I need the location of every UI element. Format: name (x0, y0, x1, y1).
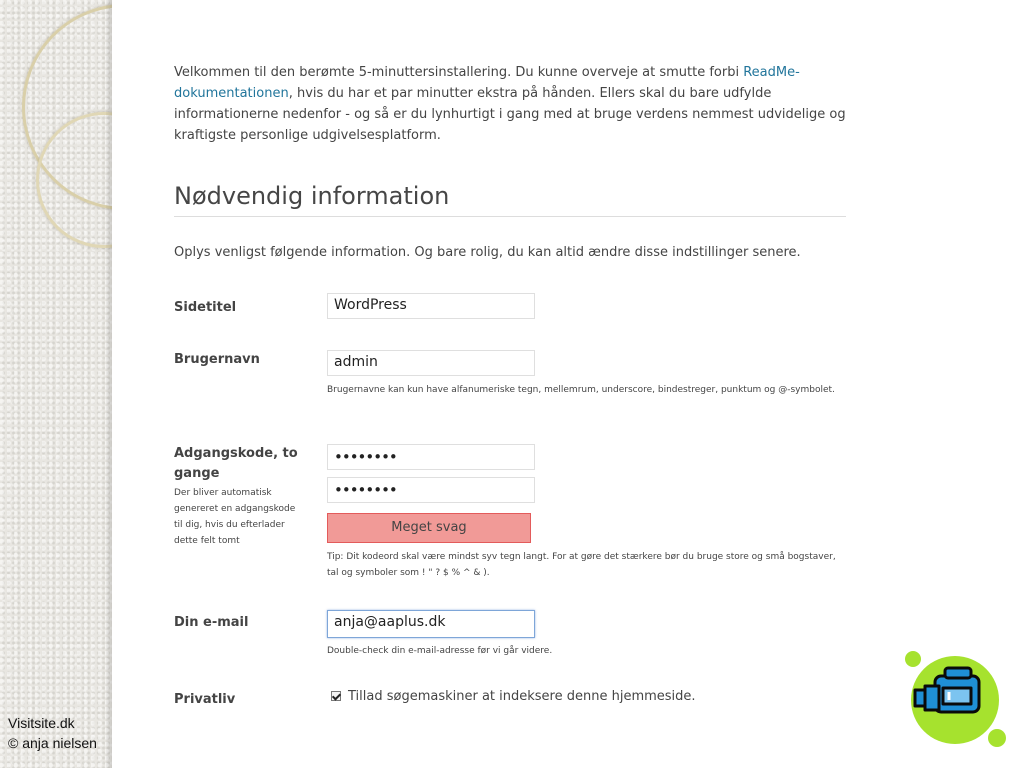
password-input[interactable]: •••••••• (327, 444, 535, 470)
username-input[interactable]: admin (327, 350, 535, 376)
install-form-container (174, 62, 846, 707)
password-strength-indicator: Meget svag (327, 513, 531, 543)
email-label: Din e-mail (174, 615, 249, 630)
decorative-sidebar (0, 0, 112, 768)
email-hint: Double-check din e-mail-adresse før vi går videre. (327, 646, 553, 656)
section-heading: Nødvendig information (174, 182, 846, 217)
password-label: Adgangskode, to gange (174, 446, 298, 481)
video-camera-icon (903, 648, 1009, 752)
password-hint: Tip: Dit kodeord skal være mindst syv tegn langt. For at gøre det stærkere bør du bruge store og små bogstaver, tal og symboler som ! " ? $ % ^ & ). (327, 552, 836, 578)
credit-site: Visitsite.dk (8, 715, 75, 731)
slide-credit (8, 713, 108, 753)
privacy-checkbox[interactable] (331, 691, 341, 701)
privacy-label: Privatliv (174, 692, 236, 707)
intro-text-end: , hvis du har et par minutter ekstra på hånden. Ellers skal du bare udfylde informationerne nedenfor - og så er du lynhurtigt i gang med at bruge verdens nemmest udvidelige og kraftigste personlige udgivelsesplatform. (174, 86, 846, 143)
intro-paragraph (174, 62, 846, 146)
email-input[interactable]: anja@aaplus.dk (327, 610, 535, 638)
readme-link[interactable]: ReadMe-dokumentationen (174, 65, 800, 101)
intro-text-start: Velkommen til den berømte 5-minuttersinstallering. Du kunne overveje at smutte forbi (174, 65, 744, 80)
password-repeat-input[interactable]: •••••••• (327, 477, 535, 503)
privacy-checkbox-label[interactable]: Tillad søgemaskiner at indeksere denne hjemmeside. (348, 689, 696, 704)
site-title-label: Sidetitel (174, 300, 237, 315)
credit-author: © anja nielsen (8, 735, 97, 751)
site-title-input[interactable]: WordPress (327, 293, 535, 319)
section-subtitle: Oplys venligst følgende information. Og bare rolig, du kan altid ændre disse indstillinger senere. (174, 245, 801, 260)
username-label: Brugernavn (174, 352, 260, 367)
password-note: Der bliver automatisk genereret en adgangskode til dig, hvis du efterlader dette felt tomt (174, 488, 296, 546)
username-hint: Brugernavne kan kun have alfanumeriske tegn, mellemrum, underscore, bindestreger, punktum og @-symbolet. (327, 385, 835, 395)
